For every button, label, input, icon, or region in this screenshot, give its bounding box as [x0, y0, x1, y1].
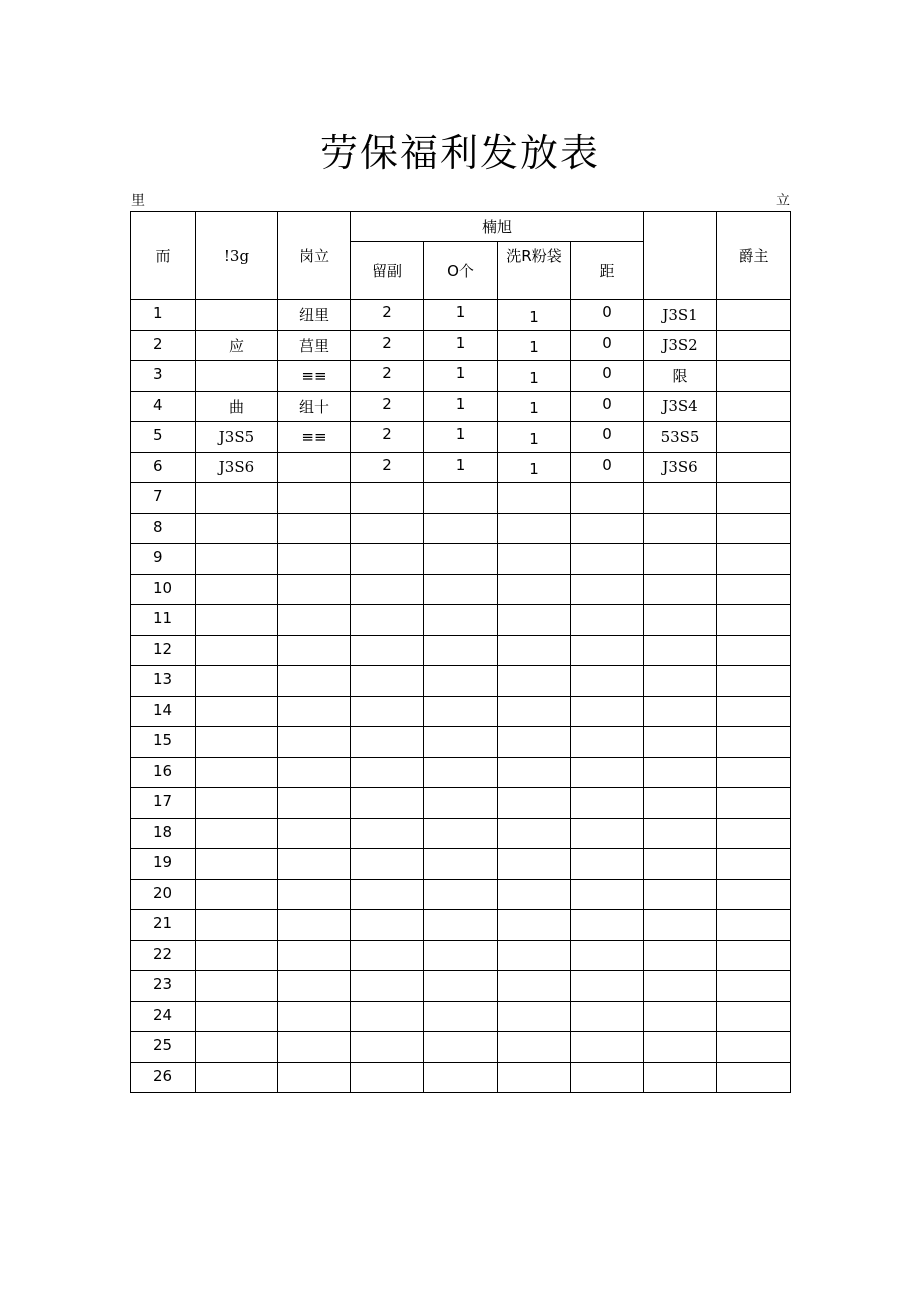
cell-qty-c [498, 544, 571, 575]
cell-qty-d [571, 666, 644, 697]
cell-qty-d [571, 1062, 644, 1093]
cell-note [717, 574, 791, 605]
cell-post [278, 513, 351, 544]
cell-qty-a [351, 483, 424, 514]
cell-note [717, 391, 791, 422]
cell-serial: 5 [131, 422, 196, 453]
cell-qty-a [351, 727, 424, 758]
cell-name [196, 1062, 278, 1093]
cell-qty-d: 0 [571, 300, 644, 331]
table-row [131, 849, 791, 880]
cell-qty-c [498, 879, 571, 910]
cell-note [717, 544, 791, 575]
cell-qty-d: 0 [571, 422, 644, 453]
cell-serial: 22 [131, 940, 196, 971]
cell-qty-b [424, 1001, 498, 1032]
cell-serial: 6 [131, 452, 196, 483]
cell-sign: J3S2 [644, 330, 717, 361]
cell-qty-c [498, 971, 571, 1002]
cell-qty-b [424, 879, 498, 910]
cell-sign [644, 574, 717, 605]
cell-qty-b [424, 513, 498, 544]
cell-post [278, 666, 351, 697]
cell-qty-a [351, 1032, 424, 1063]
cell-note [717, 1001, 791, 1032]
cell-note [717, 940, 791, 971]
cell-qty-c [498, 1001, 571, 1032]
cell-serial: 24 [131, 1001, 196, 1032]
cell-serial: 17 [131, 788, 196, 819]
cell-post: 莒里 [278, 330, 351, 361]
cell-qty-b [424, 544, 498, 575]
table-row [131, 635, 791, 666]
header-sign [644, 212, 717, 300]
cell-serial: 3 [131, 361, 196, 392]
cell-qty-a [351, 940, 424, 971]
table-row [131, 300, 791, 331]
header-name: !3g [196, 212, 278, 300]
cell-qty-d [571, 513, 644, 544]
cell-serial: 18 [131, 818, 196, 849]
cell-qty-d [571, 483, 644, 514]
cell-note [717, 818, 791, 849]
cell-qty-b: 1 [424, 452, 498, 483]
header-sub2: O个 [424, 242, 498, 300]
cell-serial: 26 [131, 1062, 196, 1093]
cell-sign [644, 1032, 717, 1063]
cell-qty-c [498, 635, 571, 666]
cell-qty-a [351, 666, 424, 697]
cell-name [196, 635, 278, 666]
cell-post [278, 696, 351, 727]
cell-qty-b [424, 1062, 498, 1093]
cell-note [717, 483, 791, 514]
header-sub4: 距 [571, 242, 644, 300]
cell-qty-a [351, 788, 424, 819]
cell-post [278, 1001, 351, 1032]
cell-qty-c: 1 [498, 330, 571, 361]
cell-qty-b [424, 788, 498, 819]
cell-name [196, 788, 278, 819]
cell-qty-d [571, 1001, 644, 1032]
cell-qty-c [498, 849, 571, 880]
cell-qty-d [571, 696, 644, 727]
cell-sign: J3S6 [644, 452, 717, 483]
cell-name [196, 666, 278, 697]
cell-sign [644, 788, 717, 819]
cell-qty-d [571, 788, 644, 819]
cell-note [717, 605, 791, 636]
cell-sign [644, 483, 717, 514]
header-post: 岗立 [278, 212, 351, 300]
cell-note [717, 513, 791, 544]
cell-qty-b [424, 818, 498, 849]
cell-qty-a [351, 757, 424, 788]
table-row [131, 361, 791, 392]
cell-qty-d [571, 940, 644, 971]
page-title: 劳保福利发放表 [319, 131, 600, 175]
cell-post [278, 757, 351, 788]
cell-serial: 2 [131, 330, 196, 361]
cell-name [196, 727, 278, 758]
cell-qty-c [498, 727, 571, 758]
cell-note [717, 300, 791, 331]
cell-name [196, 605, 278, 636]
cell-serial: 19 [131, 849, 196, 880]
cell-note [717, 452, 791, 483]
cell-name [196, 971, 278, 1002]
cell-serial: 25 [131, 1032, 196, 1063]
table-row [131, 910, 791, 941]
cell-qty-b: 1 [424, 330, 498, 361]
cell-qty-b [424, 605, 498, 636]
cell-note [717, 971, 791, 1002]
cell-qty-b [424, 574, 498, 605]
cell-name [196, 300, 278, 331]
cell-sign [644, 757, 717, 788]
cell-qty-a [351, 605, 424, 636]
cell-qty-b: 1 [424, 300, 498, 331]
cell-name: 应 [196, 330, 278, 361]
cell-qty-a [351, 544, 424, 575]
cell-post: 纽里 [278, 300, 351, 331]
cell-qty-a [351, 1062, 424, 1093]
cell-qty-c [498, 1032, 571, 1063]
cell-qty-d [571, 727, 644, 758]
cell-name [196, 544, 278, 575]
cell-name [196, 818, 278, 849]
cell-qty-c [498, 940, 571, 971]
cell-qty-c [498, 818, 571, 849]
header-group: 楠旭 [351, 212, 644, 242]
cell-name [196, 1001, 278, 1032]
cell-post [278, 1032, 351, 1063]
cell-sign: 限 [644, 361, 717, 392]
cell-post [278, 452, 351, 483]
cell-sign [644, 971, 717, 1002]
cell-qty-b [424, 940, 498, 971]
cell-sign [644, 513, 717, 544]
table-row [131, 757, 791, 788]
cell-qty-b: 1 [424, 422, 498, 453]
table-row [131, 727, 791, 758]
table-row [131, 940, 791, 971]
cell-name [196, 1032, 278, 1063]
cell-name [196, 696, 278, 727]
cell-note [717, 879, 791, 910]
cell-qty-b [424, 910, 498, 941]
table-row [131, 1001, 791, 1032]
cell-qty-b [424, 1032, 498, 1063]
cell-sign [644, 940, 717, 971]
cell-post: 组十 [278, 391, 351, 422]
cell-note [717, 757, 791, 788]
cell-serial: 14 [131, 696, 196, 727]
cell-note [717, 1062, 791, 1093]
cell-qty-a [351, 879, 424, 910]
cell-post [278, 605, 351, 636]
cell-sign [644, 635, 717, 666]
cell-name: 曲 [196, 391, 278, 422]
table-row [131, 483, 791, 514]
table-row [131, 452, 791, 483]
cell-qty-c [498, 696, 571, 727]
cell-post [278, 818, 351, 849]
cell-qty-a [351, 513, 424, 544]
cell-qty-d: 0 [571, 361, 644, 392]
table-row [131, 544, 791, 575]
table-row [131, 818, 791, 849]
cell-post [278, 971, 351, 1002]
cell-note [717, 422, 791, 453]
cell-name [196, 940, 278, 971]
table-row [131, 1032, 791, 1063]
cell-qty-a: 2 [351, 330, 424, 361]
welfare-table [130, 211, 791, 1093]
cell-qty-c [498, 574, 571, 605]
cell-qty-a: 2 [351, 300, 424, 331]
cell-qty-a [351, 971, 424, 1002]
cell-qty-c [498, 788, 571, 819]
header-serial: 而 [131, 212, 196, 300]
cell-post [278, 910, 351, 941]
cell-name [196, 849, 278, 880]
table-row [131, 605, 791, 636]
header-note: 爵主 [717, 212, 791, 300]
cell-qty-c [498, 757, 571, 788]
header-sub3: 洗R粉袋 [498, 242, 571, 300]
cell-sign [644, 605, 717, 636]
table-row [131, 574, 791, 605]
cell-serial: 21 [131, 910, 196, 941]
cell-qty-d [571, 818, 644, 849]
cell-sign: J3S4 [644, 391, 717, 422]
cell-name [196, 513, 278, 544]
cell-sign [644, 1001, 717, 1032]
cell-qty-b [424, 727, 498, 758]
cell-qty-a [351, 635, 424, 666]
cell-name [196, 757, 278, 788]
table-row [131, 513, 791, 544]
cell-qty-a [351, 574, 424, 605]
cell-qty-a: 2 [351, 361, 424, 392]
cell-qty-a [351, 910, 424, 941]
cell-post [278, 1062, 351, 1093]
cell-note [717, 330, 791, 361]
cell-qty-c: 1 [498, 361, 571, 392]
cell-qty-d: 0 [571, 452, 644, 483]
cell-qty-d: 0 [571, 391, 644, 422]
cell-note [717, 788, 791, 819]
cell-serial: 12 [131, 635, 196, 666]
cell-qty-d [571, 544, 644, 575]
cell-qty-b [424, 849, 498, 880]
cell-qty-d [571, 757, 644, 788]
cell-post [278, 849, 351, 880]
cell-post [278, 483, 351, 514]
cell-qty-c: 1 [498, 452, 571, 483]
cell-qty-a [351, 696, 424, 727]
cell-qty-d [571, 605, 644, 636]
cell-post [278, 544, 351, 575]
cell-sign [644, 818, 717, 849]
cell-qty-c: 1 [498, 422, 571, 453]
cell-qty-a: 2 [351, 391, 424, 422]
cell-qty-b [424, 971, 498, 1002]
cell-serial: 7 [131, 483, 196, 514]
cell-sign [644, 910, 717, 941]
cell-serial: 10 [131, 574, 196, 605]
cell-note [717, 727, 791, 758]
cell-qty-d [571, 574, 644, 605]
cell-qty-d: 0 [571, 330, 644, 361]
cell-qty-c: 1 [498, 391, 571, 422]
cell-qty-c [498, 910, 571, 941]
cell-sign [644, 696, 717, 727]
cell-sign: 53S5 [644, 422, 717, 453]
cell-name [196, 910, 278, 941]
cell-sign [644, 666, 717, 697]
cell-note [717, 635, 791, 666]
cell-qty-c [498, 605, 571, 636]
cell-qty-d [571, 849, 644, 880]
cell-post [278, 879, 351, 910]
cell-name: J3S6 [196, 452, 278, 483]
cell-note [717, 666, 791, 697]
table-row [131, 788, 791, 819]
cell-qty-d [571, 910, 644, 941]
cell-name: J3S5 [196, 422, 278, 453]
cell-qty-b: 1 [424, 391, 498, 422]
cell-note [717, 849, 791, 880]
cell-qty-a [351, 1001, 424, 1032]
cell-qty-a [351, 849, 424, 880]
cell-note [717, 1032, 791, 1063]
cell-serial: 16 [131, 757, 196, 788]
cell-serial: 4 [131, 391, 196, 422]
cell-sign: J3S1 [644, 300, 717, 331]
cell-qty-a [351, 818, 424, 849]
cell-qty-c [498, 513, 571, 544]
cell-sign [644, 879, 717, 910]
cell-serial: 23 [131, 971, 196, 1002]
cell-serial: 13 [131, 666, 196, 697]
cell-sign [644, 544, 717, 575]
cell-serial: 11 [131, 605, 196, 636]
table-row [131, 391, 791, 422]
date-label: 立 [776, 193, 790, 209]
cell-qty-d [571, 1032, 644, 1063]
cell-sign [644, 1062, 717, 1093]
table-row [131, 696, 791, 727]
cell-qty-b [424, 696, 498, 727]
cell-qty-a: 2 [351, 422, 424, 453]
cell-qty-d [571, 879, 644, 910]
cell-serial: 20 [131, 879, 196, 910]
cell-note [717, 910, 791, 941]
cell-qty-c [498, 666, 571, 697]
table-row [131, 971, 791, 1002]
cell-qty-b [424, 635, 498, 666]
cell-serial: 15 [131, 727, 196, 758]
cell-name [196, 574, 278, 605]
cell-post [278, 727, 351, 758]
cell-qty-a: 2 [351, 452, 424, 483]
unit-label: 里 [131, 193, 145, 209]
table-row [131, 422, 791, 453]
cell-qty-d [571, 971, 644, 1002]
cell-serial: 1 [131, 300, 196, 331]
header-sub1: 留副 [351, 242, 424, 300]
cell-qty-c [498, 1062, 571, 1093]
cell-post: ≡≡ [278, 361, 351, 392]
table-row [131, 330, 791, 361]
cell-name [196, 879, 278, 910]
cell-qty-b [424, 757, 498, 788]
cell-serial: 9 [131, 544, 196, 575]
cell-note [717, 361, 791, 392]
cell-note [717, 696, 791, 727]
cell-sign [644, 727, 717, 758]
cell-name [196, 483, 278, 514]
cell-post [278, 788, 351, 819]
table-row [131, 666, 791, 697]
cell-post [278, 635, 351, 666]
cell-qty-c: 1 [498, 300, 571, 331]
cell-serial: 8 [131, 513, 196, 544]
cell-sign [644, 849, 717, 880]
cell-qty-b: 1 [424, 361, 498, 392]
cell-qty-b [424, 483, 498, 514]
table-row [131, 879, 791, 910]
cell-post [278, 940, 351, 971]
cell-qty-b [424, 666, 498, 697]
cell-post [278, 574, 351, 605]
cell-qty-d [571, 635, 644, 666]
cell-post: ≡≡ [278, 422, 351, 453]
cell-name [196, 361, 278, 392]
cell-qty-c [498, 483, 571, 514]
table-row [131, 1062, 791, 1093]
